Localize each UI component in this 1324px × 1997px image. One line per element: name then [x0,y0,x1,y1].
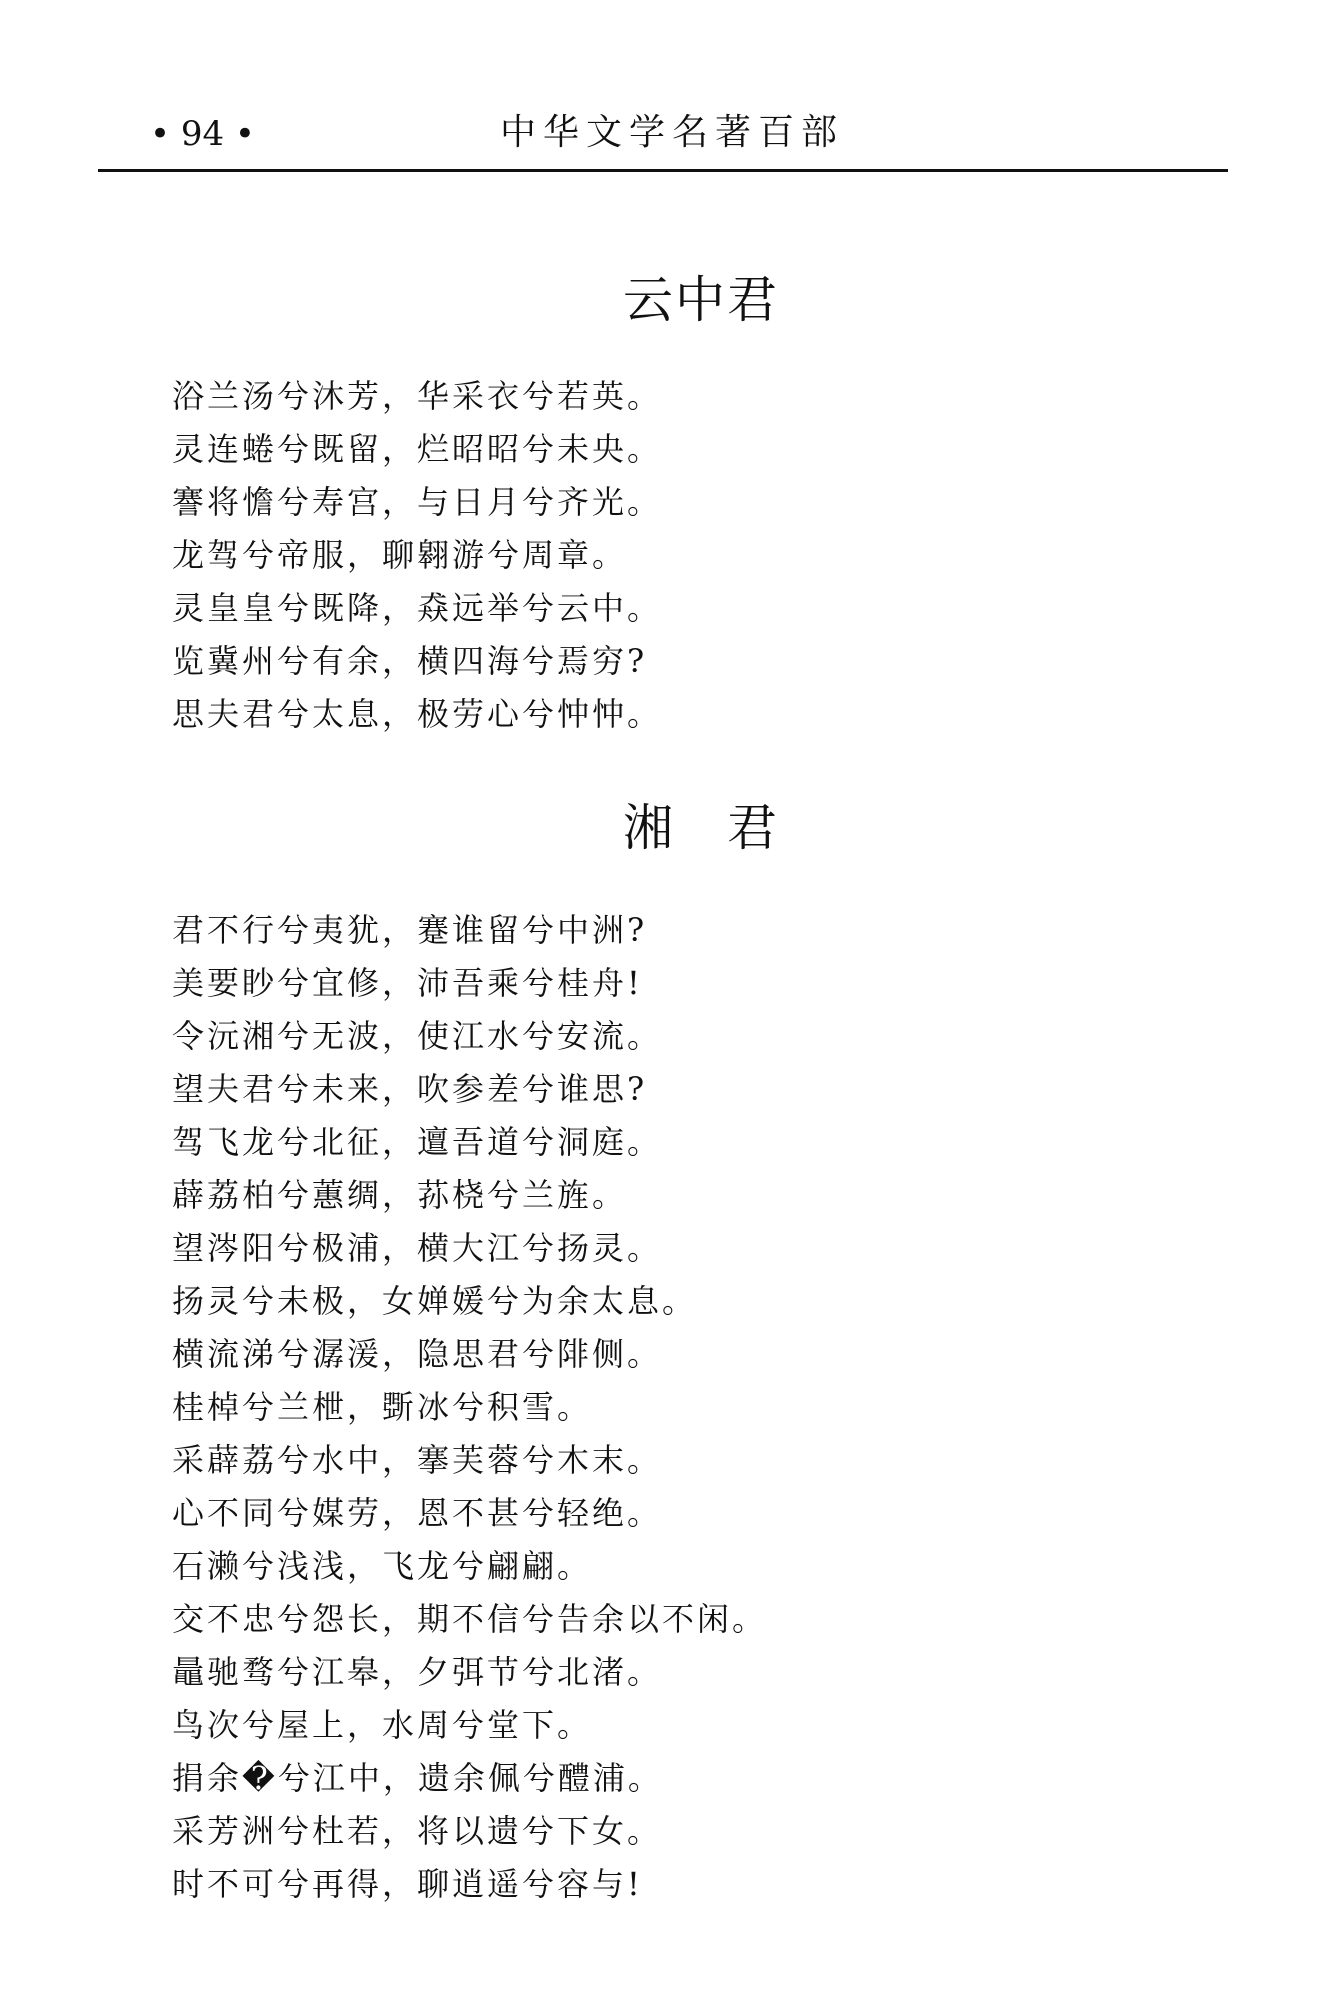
poem-title: 云中君 [623,271,779,329]
poem-lines [172,370,1192,741]
running-head-book-title: 中华文学名著百部 [500,112,845,153]
poem-line: 览冀州兮有余，横四海兮焉穷? [172,642,648,680]
poem-line: 横流涕兮潺湲，隐思君兮陫侧。 [172,1335,663,1373]
poem-title: 湘 君 [623,799,779,857]
poem-line: 灵连蜷兮既留，烂昭昭兮未央。 [172,430,663,468]
poem-line: 心不同兮媒劳，恩不甚兮轻绝。 [172,1494,663,1532]
poem-line: 君不行兮夷犹，蹇谁留兮中洲? [172,911,648,949]
poem-line: 望涔阳兮极浦，横大江兮扬灵。 [172,1229,663,1267]
poem-line: 驾飞龙兮北征，邅吾道兮洞庭。 [172,1123,663,1161]
poem-line: 石濑兮浅浅，飞龙兮翩翩。 [172,1547,593,1585]
poem-line: 采薜荔兮水中，搴芙蓉兮木末。 [172,1441,663,1479]
poem-line: 扬灵兮未极，女婵媛兮为余太息。 [172,1282,698,1320]
poem-line: 捐余�兮江中，遗余佩兮醴浦。 [172,1759,663,1797]
poem-line: 龙驾兮帝服，聊翱游兮周章。 [172,536,628,574]
poem-line: 桂棹兮兰枻，斲冰兮积雪。 [172,1388,593,1426]
page-number: • 94 • [150,114,255,154]
poem-lines [172,904,1192,1911]
poem-line: 薜荔柏兮蕙绸，荪桡兮兰旌。 [172,1176,628,1214]
poem-line: 交不忠兮怨长，期不信兮告余以不闲。 [172,1600,768,1638]
poem-line: 美要眇兮宜修，沛吾乘兮桂舟! [172,964,643,1002]
poem-line: 采芳洲兮杜若，将以遗兮下女。 [172,1812,663,1850]
poem-line: 謇将憺兮寿宫，与日月兮齐光。 [172,483,663,521]
poem-line: 鼂驰骛兮江皋，夕弭节兮北渚。 [172,1653,663,1691]
poem-line: 思夫君兮太息，极劳心兮忡忡。 [172,695,663,733]
header-divider [98,169,1228,172]
poem-line: 浴兰汤兮沐芳，华采衣兮若英。 [172,377,663,415]
poem-line: 鸟次兮屋上，水周兮堂下。 [172,1706,593,1744]
poem-line: 灵皇皇兮既降，猋远举兮云中。 [172,589,663,627]
poem-line: 令沅湘兮无波，使江水兮安流。 [172,1017,663,1055]
poem-line: 望夫君兮未来，吹参差兮谁思? [172,1070,648,1108]
poem-line: 时不可兮再得，聊逍遥兮容与! [172,1865,643,1903]
